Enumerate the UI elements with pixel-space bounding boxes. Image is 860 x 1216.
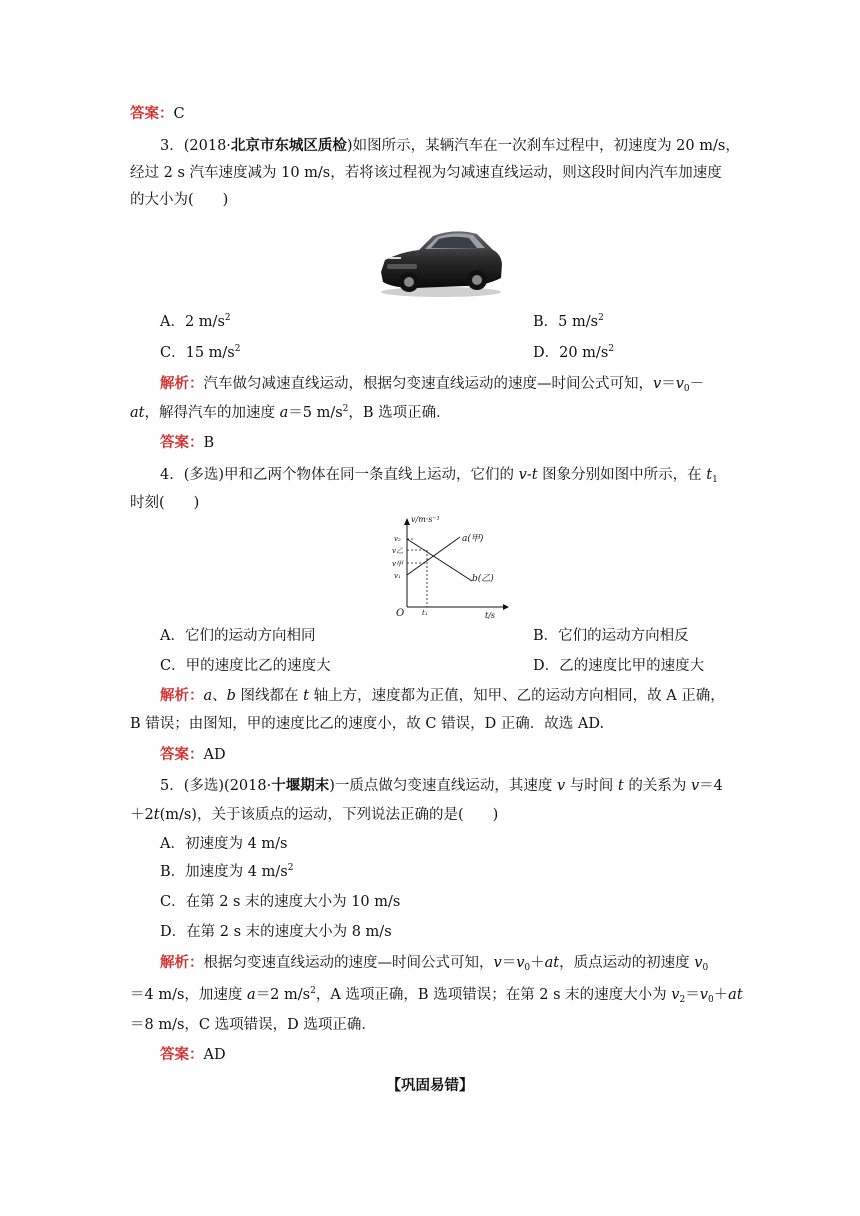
q3-line-1 — [160, 136, 740, 156]
q5-explanation-3: ＝8 m/s，C 选项错误，D 选项正确． — [130, 1017, 376, 1033]
q3-src-open: (2018· — [183, 138, 231, 154]
q5-explanation-1: 解析：根据匀变速直线运动的速度—时间公式可知，$v=v_0+at$，质点运动的初速度 $v_0$ — [160, 954, 709, 973]
vj-label: v甲 — [392, 560, 403, 568]
q4-explanation-1: 解析：a、b 图线都在 t 轴上方，速度都为正值，知甲、乙的运动方向相同，故 A 正确， — [160, 687, 725, 704]
q3-option-c: C．15 $m/s^2$ — [160, 344, 241, 361]
answer-line — [130, 104, 185, 124]
q3-answer: 答案：B — [160, 434, 215, 451]
origin-label: O — [396, 608, 405, 619]
q4-line-1: 4．(多选)甲和乙两个物体在同一条直线上运动，它们的 v-t 图象分别如图中所示，在 $t_1$ — [160, 467, 718, 485]
line-b — [407, 539, 472, 581]
q4-option-a: A．它们的运动方向相同 — [160, 628, 316, 644]
q3-option-a: A．2 $m/s^2$ — [160, 313, 231, 330]
line-a-label: a(甲) — [462, 534, 484, 544]
q4-option-c: C．甲的速度比乙的速度大 — [160, 658, 331, 674]
v1-label: v₁ — [394, 572, 401, 580]
vz-label: v乙 — [392, 547, 403, 555]
answer-value: C — [173, 106, 185, 122]
q5-option-b: B．加速度为 4 $m/s^2$ — [160, 863, 294, 880]
q5-option-a: A．初速度为 4 m/s — [160, 836, 288, 852]
car-image — [375, 222, 505, 300]
q3-option-b: B．5 $m/s^2$ — [533, 313, 604, 330]
q4-explanation-2: B 错误；由图知，甲的速度比乙的速度小，故 C 错误，D 正确．故选 AD. — [130, 716, 605, 732]
line-b-label: b(乙) — [472, 574, 494, 584]
q3-number: 3． — [160, 138, 184, 154]
x-arrow-icon — [503, 604, 509, 610]
q4-option-d: D．乙的速度比甲的速度大 — [533, 658, 705, 674]
y-arrow-icon — [404, 518, 410, 525]
q4-option-b: B．它们的运动方向相反 — [533, 628, 689, 644]
x-axis-label: t/s — [485, 611, 496, 620]
q3-src-close: ) — [346, 138, 353, 154]
q3-line-2: 经过 2 s 汽车速度减为 10 m/s，若将该过程视为匀减速直线运动，则这段时间内汽车加速度 — [130, 165, 722, 181]
q5-answer: 答案：AD — [160, 1046, 226, 1063]
answer-label: 答案： — [130, 105, 174, 122]
q5-option-d: D．在第 2 s 末的速度大小为 8 m/s — [160, 924, 392, 940]
v2-label: v₂ — [394, 535, 401, 543]
q5-line-1: 5．(多选)(2018·十堰期末)一质点做匀变速直线运动，其速度 v 与时间 t 的关系为 v＝4 — [160, 777, 723, 794]
q5-line-2: ＋2t(m/s)，关于该质点的运动，下列说法正确的是( ) — [130, 807, 499, 823]
vt-graph — [385, 513, 510, 620]
explanation-label: 解析： — [160, 375, 204, 392]
q3-line-3: 的大小为( ) — [130, 192, 229, 208]
section-heading: 【巩固易错】 — [386, 1077, 474, 1094]
q4-answer: 答案：AD — [160, 746, 226, 763]
q3-explanation-1: 解析：汽车做匀减速直线运动，根据匀变速直线运动的速度—时间公式可知，$v=v_0-$ — [160, 375, 705, 394]
q4-line-2: 时刻( ) — [130, 495, 200, 511]
q3-explanation-2: at，解得汽车的加速度 a＝5 $m/s^2$，B 选项正确． — [130, 404, 451, 421]
y-axis-label: v/m·s⁻¹ — [411, 515, 440, 524]
q5-option-c: C．在第 2 s 末的速度大小为 10 m/s — [160, 894, 401, 910]
t1-label: t₁ — [422, 609, 428, 617]
q3-source: 北京市东城区质检 — [230, 137, 347, 154]
q3-option-d: D．20 $m/s^2$ — [533, 344, 614, 361]
q3-text-1: 如图所示，某辆汽车在一次刹车过程中，初速度为 20 m/s， — [352, 138, 740, 154]
q5-explanation-2: ＝4 m/s，加速度 a＝2 $m/s^2$，A 选项正确，B 选项错误；在第 2 s 末的速度大小为 $v_2=v_0+at$ — [130, 986, 743, 1005]
